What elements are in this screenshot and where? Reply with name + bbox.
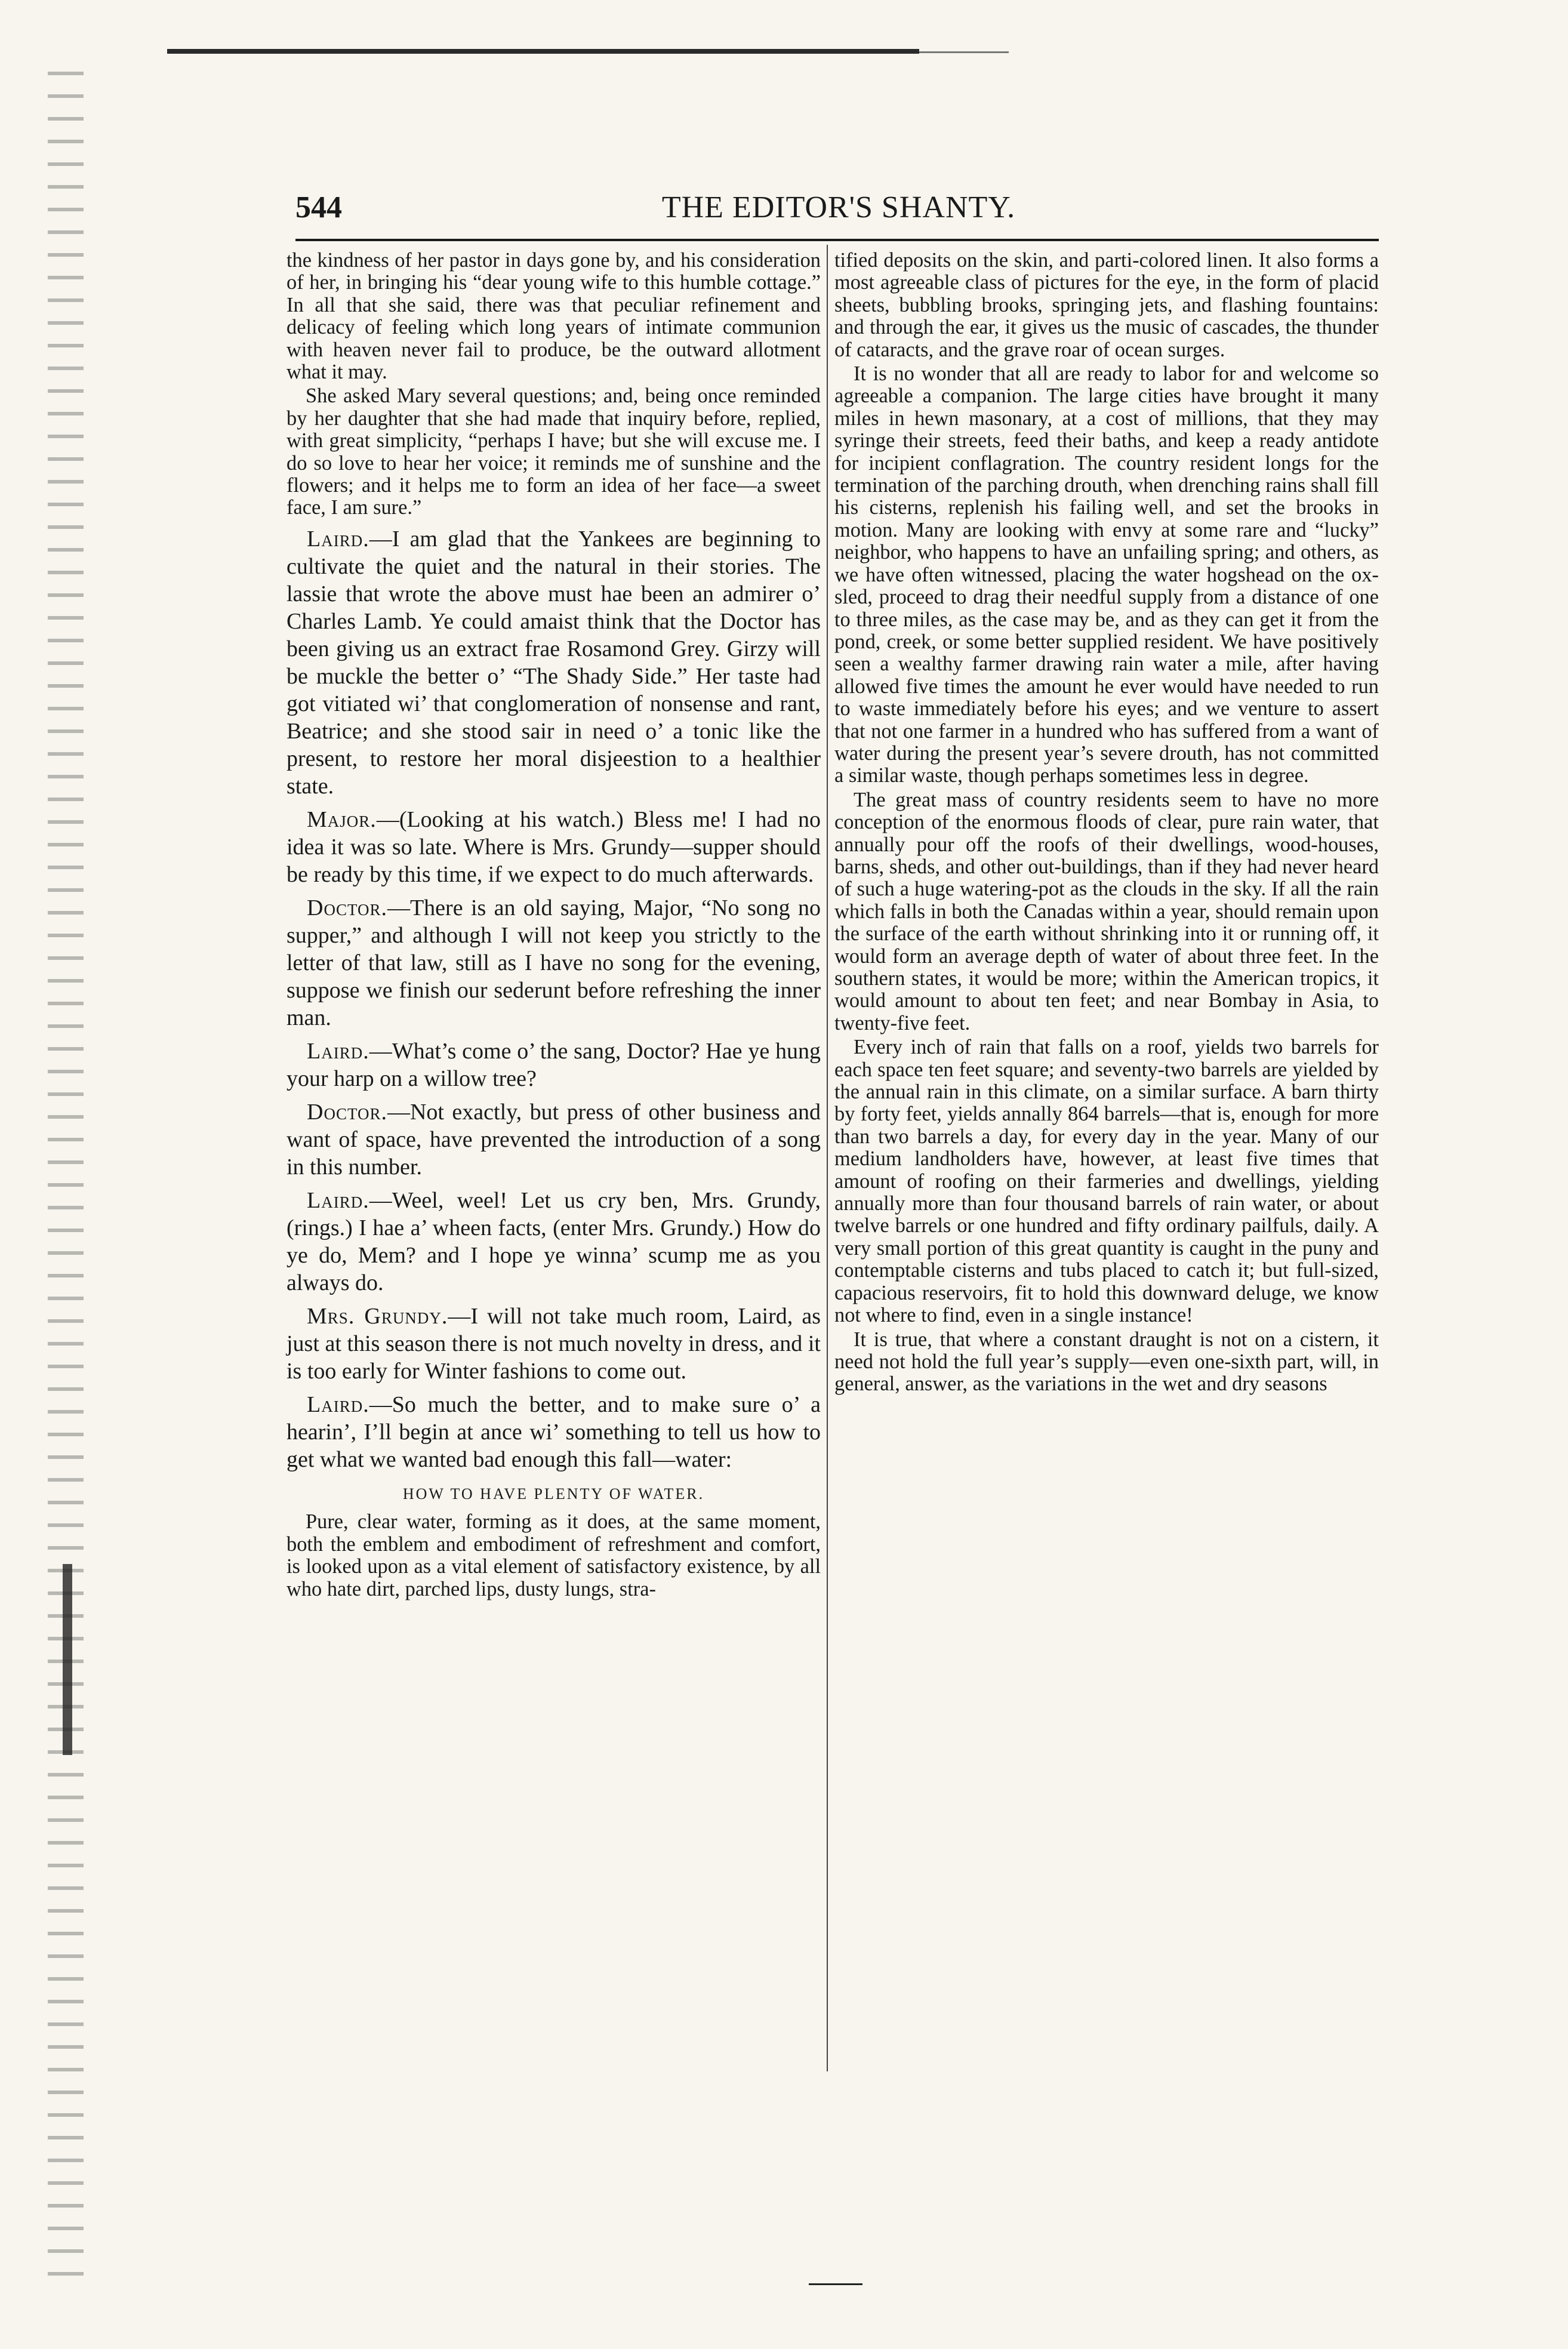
dialogue-mrs-grundy [287, 1303, 821, 1385]
section-subheading: HOW TO HAVE PLENTY OF WATER. [402, 1485, 705, 1503]
header-rule [295, 239, 1379, 241]
dialogue-text: —So much the better, and to make sure o’ a hearin’, I’ll begin at ance wi’ something to tell us how to get what we wanted bad enough this fall—water: [287, 1391, 821, 1472]
footer-rule [809, 2283, 862, 2285]
page-number: 544 [295, 190, 342, 224]
speaker-name: Major. [307, 806, 377, 832]
paragraph: Pure, clear water, forming as it does, at the same moment, both the emblem and embodiment of refreshment and comfort, is looked upon as a vital element of satisfactory existence, by all who hate dirt, parched lips, dusty lungs, stra- [287, 1510, 821, 1600]
paragraph: It is no wonder that all are ready to labor for and welcome so agreeable a companion. The large cities have brought it many miles in hewn masonary, at a cost of millions, that they may syringe their streets, feed their baths, and keep a ready antidote for incipient conflagration. The country resident longs for the termination of the parching drouth, when drenching rains shall fill his cisterns, replenish his failing well, and set the brooks in motion. Many are looking with envy at some rare and “lucky” neighbor, who happens to have an unfailing spring; and others, as we have often witnessed, placing the water hogshead on the ox-sled, proceed to drag their needful supply from a distance of one to three miles, as the case may be, and as they can get it from the pond, creek, or some better supplied resident. We have positively seen a wealthy farmer drawing rain water a mile, after having allowed five times the amount he ever would have needed to run to waste immediately before his eyes; and we venture to assert that not one farmer in a hundred who has suffered from a want of water during the present year’s severe drouth, has not committed a similar waste, though perhaps sometimes less in degree. [834, 362, 1379, 787]
speaker-name: Doctor. [307, 1099, 387, 1125]
speaker-name: Laird. [307, 1187, 369, 1213]
speaker-name: Doctor. [307, 895, 387, 920]
dialogue-text: —What’s come o’ the sang, Doctor? Hae ye hung your harp on a willow tree? [287, 1038, 821, 1091]
speaker-name: Laird. [307, 526, 369, 552]
binding-margin-bar [63, 1564, 72, 1755]
paragraph: She asked Mary several questions; and, being once reminded by her daughter that she had made that inquiry before, replied, with great simplicity, “perhaps I have; but she will excuse me. I do so love to hear her voice; it reminds me of sunshine and the flowers; and it helps me to form an idea of her face—a sweet face, I am sure.” [287, 384, 821, 519]
top-border-rule [167, 49, 919, 54]
dialogue-text: —(Looking at his watch.) Bless me! I had no idea it was so late. Where is Mrs. Grundy—supper should be ready by this time, if we expect to do much afterwards. [287, 806, 821, 887]
binding-margin-marks [48, 72, 84, 2280]
dialogue-doctor [287, 894, 821, 1032]
dialogue-major [287, 806, 821, 888]
top-border-rule-end [919, 51, 1009, 53]
speaker-name: Laird. [307, 1391, 369, 1417]
paragraph: tified deposits on the skin, and parti-colored linen. It also forms a most agreeable class of pictures for the eye, in the form of placid sheets, bubbling brooks, springing jets, and flashing fountains: and through the ear, it gives us the music of cascades, the thunder of cataracts, and the grave roar of ocean surges. [834, 249, 1379, 361]
dialogue-laird [287, 1187, 821, 1297]
paragraph: the kindness of her pastor in days gone by, and his consideration of her, in bringing his “dear young wife to this humble cottage.” In all that she said, there was that peculiar refinement and delicacy of feeling which long years of intimate communion with heaven never fail to produce, be the outward allotment what it may. [287, 249, 821, 384]
dialogue-laird [287, 525, 821, 800]
speaker-name: Mrs. Grundy. [307, 1303, 448, 1329]
dialogue-text: —I will not take much room, Laird, as just at this season there is not much novelty in dress, and it is too early for Winter fashions to come out. [287, 1303, 821, 1384]
dialogue-text: —I am glad that the Yankees are beginning to cultivate the quiet and the natural in their stories. The lassie that wrote the above must hae been an admirer o’ Charles Lamb. Ye could amaist think that the Doctor has been giving us an extract frae Rosamond Grey. Girzy will be muckle the better o’ “The Shady Side.” Her taste had got vitiated wi’ that conglomeration of nonsense and rant, Beatrice; and she stood sair in need o’ a tonic like the present, to restore her moral disjeestion to a healthier state. [287, 526, 821, 799]
right-column [834, 250, 1379, 1397]
paragraph: The great mass of country residents seem to have no more conception of the enormous floods of clear, pure rain water, that annually pour off the roofs of their dwellings, wood-houses, barns, sheds, and other out-buildings, than if they had never heard of such a huge watering-pot as the clouds in the sky. If all the rain which falls in both the Canadas within a year, should remain upon the surface of the earth without shrinking into it or running off, it would form an average depth of water of about three feet. In the southern states, it would be more; within the American tropics, it would amount to about ten feet; and near Bombay in Asia, to twenty-five feet. [834, 788, 1379, 1035]
column-divider [827, 245, 828, 2071]
speaker-name: Laird. [307, 1038, 369, 1064]
running-title: THE EDITOR'S SHANTY. [661, 190, 1016, 224]
page-header [295, 190, 1382, 232]
paragraph: Every inch of rain that falls on a roof, yields two barrels for each space ten feet square; and seventy-two barrels are yielded by the annual rain in this climate, on a similar surface. A barn thirty by forty feet, yields annally 864 barrels—that is, enough for more than two barrels a day, for every day in the year. Many of our medium landholders have, however, at least five times that amount of roofing on their farmeries and dwellings, yielding annually more than four thousand barrels of rain water, or about twelve barrels or one hundred and fifty ordinary pailfuls, daily. A very small portion of this great quantity is caught in the puny and contemptable cisterns and tubs placed to catch it; but full-sized, capacious reservoirs, fit to hold this downward deluge, we know not where to find, even in a single instance! [834, 1036, 1379, 1327]
dialogue-text: —Weel, weel! Let us cry ben, Mrs. Grundy, (rings.) I hae a’ wheen facts, (enter Mrs. Grundy.) How do ye do, Mem? and I hope ye winna’ scump me as you always do. [287, 1187, 821, 1295]
paragraph: It is true, that where a constant draught is not on a cistern, it need not hold the full year’s supply—even one-sixth part, will, in general, answer, as the variations in the wet and dry seasons [834, 1328, 1379, 1396]
dialogue-text: —There is an old saying, Major, “No song no supper,” and although I will not keep you strictly to the letter of that law, still as I have no song for the evening, suppose we finish our sederunt before refreshing the inner man. [287, 895, 821, 1030]
left-column [287, 250, 821, 1602]
dialogue-text: —Not exactly, but press of other business and want of space, have prevented the introduction of a song in this number. [287, 1099, 821, 1180]
dialogue-doctor [287, 1098, 821, 1181]
dialogue-laird [287, 1037, 821, 1092]
dialogue-laird [287, 1391, 821, 1473]
